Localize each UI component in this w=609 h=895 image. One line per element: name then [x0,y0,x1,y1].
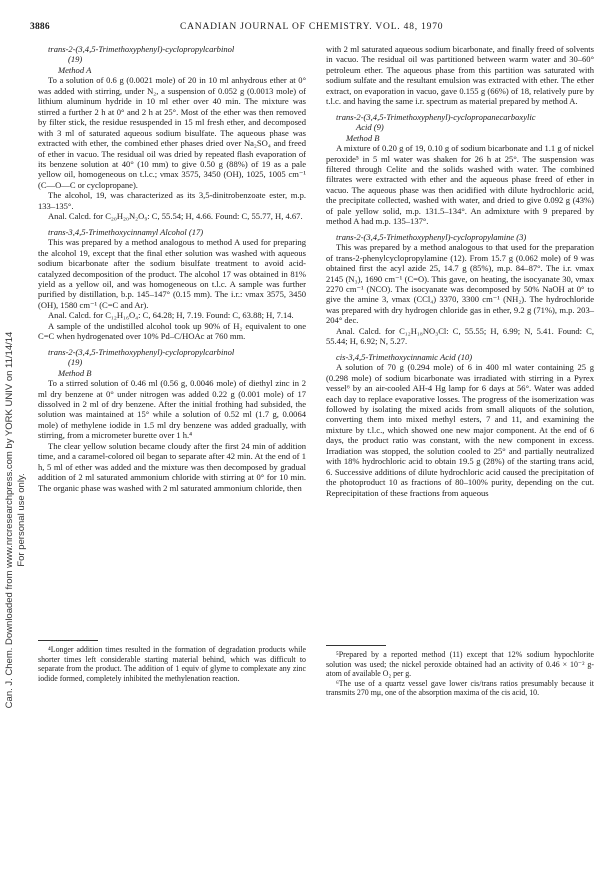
paragraph: A mixture of 0.20 g of 19, 0.10 g of sodium bicarbonate and 1.1 g of nickel peroxide⁵ in 5 ml water was shaken for 26 h at 25°. The suspension was filtered through Celite and the solids washed with water. The combined filtrates were extracted with ether and the aqueous phase freed of ether in vacuo. The aqueous phase was then acidified with dilute hydrochloric acid, the precipitate collected, washed with water, and dried to give 0.092 g (43%) of pale yellow solid, m.p. 131.5–134°. An admixture with 9 prepared by method A had m.p. 135–137°. [326,143,594,227]
page-number: 3886 [30,22,50,32]
footnote-6: ⁶The use of a quartz vessel gave lower cis/trans ratios presumably because it transmits 270 mμ, one of the absorption maxima of the cis acid, 10. [326,678,594,698]
section-title: trans-2-(3,4,5-Trimethoxyphenyl)-cyclopropanecarboxylic [336,111,536,122]
paragraph: with 2 ml saturated aqueous sodium bicarbonate, and finally freed of solvents in vacuo. The residual oil was partitioned between warm water and 30–60° petroleum ether. The aqueous phase from this partition was saturated with sodium sulfate and the resultant emulsion was extracted with ether. The ether extract, on evaporation in vacuo, gave 0.155 g (66%) of 18, relatively pure by t.l.c. and having the same i.r. spectrum as material prepared by method A. [326,44,594,107]
paragraph: A sample of the undistilled alcohol took up 90% of H₂ equivalent to one C=C when hydrogenated over 10% Pd–C/HOAc at 760 mm. [38,320,306,342]
method-label: Method A [58,64,92,75]
download-notice [4,240,30,800]
section-compound-number: Acid (9) [356,122,384,133]
paragraph: This was prepared by a method analogous to method A used for preparing the alcohol 19, except that the final ether solution was washed with aqueous sodium bicarbonate after the sodium bisulfate treatment to avoid acid-catalyzed decomposition of the product. The alcohol 17 was obtained in 81% yield as a yellow oil, and was homogeneous on t.l.c. A sample was further purified by distillation, b.p. 145–147° (0.15 mm). The i.r.: νmax 3575, 3450 (OH), 1580 cm⁻¹ (C=C and Ar). [38,237,306,310]
footnote-divider [326,645,386,646]
section-heading [326,352,594,362]
section-title: trans-2-(3,4,5-Trimethoxyphenyl)-cyclopropylcarbinol [48,44,235,54]
paragraph: The alcohol, 19, was characterized as its 3,5-dinitrobenzoate ester, m.p. 133–135°. [38,190,306,211]
footnote-divider [38,640,98,641]
footnotes-right [326,650,594,698]
paragraph: To a stirred solution of 0.46 ml (0.56 g, 0.0046 mole) of diethyl zinc in 2 ml dry benzene at 0° under nitrogen was added 0.22 g (0.001 mole) of 17 dissolved in 2 ml of dry benzene. After the initial frothing had subsided, the solution was maintained at 15° while a solution of 0.52 ml (1.7 g, 0.0064 mole) of methylene iodide in 1.5 ml dry benzene was added gradually, with stirring, from a micrometer burette over 1 h.⁴ [38,378,306,441]
section-heading [38,227,306,237]
paragraph: This was prepared by a method analogous to that used for the preparation of trans-2-phenylcyclopropylamine (12). From 15.7 g (0.062 mole) of 9 was obtained first the acyl azide 25, 14.7 g (85%), m.p. 84–87°. The i.r. νmax 2145 (N₃), 1690 cm⁻¹ (C=O). This gave, on heating, the isocyanate 30, νmax 2270 cm⁻¹ (NCO). The isocyanate was decomposed by 50% NaOH at 0° to give the amine 3, νmax (CCl₄) 3370, 3300 cm⁻¹ (NH₂). The hydrochloride was prepared with dry hydrogen chloride gas in ether, 9.2 g (71%), m.p. 203–204° dec. [326,242,594,326]
footnote-5: ⁵Prepared by a reported method (11) except that 12% sodium hypochlorite solution was used; the nickel peroxide obtained had an activity of 0.46 × 10⁻² g-atom of available O₂ per g. [326,650,594,679]
download-notice-line1: Can. J. Chem. Downloaded from www.nrcresearchpress.com by YORK UNIV on 11/14/14 [4,331,15,709]
download-notice-line2: For personal use only. [16,473,27,567]
paragraph: The clear yellow solution became cloudy after the first 24 min of addition time, and a caramel-colored oil began to separate after 42 min. At the end of 1 h, 5 ml of ether was added and the mixture was then decomposed by gradual addition of 2 ml saturated ammonium chloride with stirring at 0° for 10 min. The organic phase was washed with 2 ml saturated ammonium chloride, then [38,440,306,493]
section-title: trans-2-(3,4,5-Trimethoxyphenyl)-cyclopropylamine (3) [336,231,527,242]
analysis-paragraph: Anal. Calcd. for C₁₂H₁₆O₄: C, 64.28; H, 7.19. Found: C, 63.88; H, 7.14. [48,310,294,321]
right-column [326,44,594,640]
left-column [38,44,306,634]
method-label: Method B [346,132,380,143]
paragraph: To a solution of 0.6 g (0.0021 mole) of 20 in 10 ml anhydrous ether at 0° was added with stirring, under N₂, a suspension of 0.052 g (0.0013 mole) of lithium aluminum hydride in 10 ml ether over 40 min. The mixture was stirred a further 2 h at 0° and 2 h at 25°. Most of the ether was then removed by filter stick, the residue resuspended in 15 ml fresh ether, and decomposed with 3 ml of saturated aqueous sodium bisulfate. The aqueous phase was extracted with ether, the combined ether phases dried over Na₂SO₄ and freed of ether in vacuo. The residual oil was dried by repeated flash evaporation of its benzene solution at 40° (10 mm) to give 0.50 g (88%) of 19 as a pale yellow oil, homogeneous on t.l.c.; νmax 3575, 3450 (OH), 1025, 1005 cm⁻¹ (C—O—C or cyclopropane). [38,75,306,190]
method-label: Method B [58,367,92,378]
analysis-paragraph: Anal. Calcd. for C₂₀H₂₀N₂O₉: C, 55.54; H, 4.66. Found: C, 55.77, H, 4.67. [48,211,303,222]
journal-title: CANADIAN JOURNAL OF CHEMISTRY. VOL. 48, 1970 [180,22,444,32]
footnote-4: ⁴Longer addition times resulted in the formation of degradation products while shorter times left considerable starting material behind, which was difficult to separate from the product. The addition of 1 equiv of glyme to complexate any zinc iodide formed, completely inhibited the methylenation reaction. [38,645,306,683]
footnotes-left [38,645,306,683]
running-header [30,22,587,36]
section-title: trans-2-(3,4,5-Trimethoxyphenyl)-cyclopropylcarbinol [48,346,235,357]
section-compound-number: (19) [68,357,83,368]
section-title: trans-3,4,5-Trimethoxycinnamyl Alcohol (17) [48,226,204,237]
section-heading [326,232,594,242]
analysis-paragraph: Anal. Calcd. for C₁₂H₁₈NO₃Cl: C, 55.55; H, 6.99; N, 5.41. Found: C, 55.44; H, 6.92; N, 5.27. [326,325,594,347]
section-heading [38,44,306,65]
section-compound-number: (19) [68,54,83,65]
paragraph: A solution of 70 g (0.294 mole) of 6 in 400 ml water containing 25 g (0.298 mole) of sodium bicarbonate was irradiated with stirring in a Pyrex vessel⁶ by an air-cooled AH-4 Hg lamp for 6 days at 56°. Water was added each day to replace evaporative losses. The progress of the isomerization was followed by isolating the mixed acids from small aliquots of the solution, converting them into mixed methyl esters, 7 and 11, and examining the mixture by t.l.c., which showed one new major component. At the end of 6 days, the product ratio was constant, with the new component in excess. Irradiation was stopped, the solution cooled to 25° and partially neutralized with 18% hydrochloric acid to obtain 19.5 g (28%) of the starting trans acid, 6. Successive additions of dilute hydrochloric acid caused the precipitation of the photoproduct 10 as fractions of 80–100% purity, depending on the cut. Reprecipitation of these fractions from aqueous [326,362,594,498]
section-title: cis-3,4,5-Trimethoxycinnamic Acid (10) [336,351,473,362]
section-heading [326,112,594,133]
section-heading [38,347,306,368]
